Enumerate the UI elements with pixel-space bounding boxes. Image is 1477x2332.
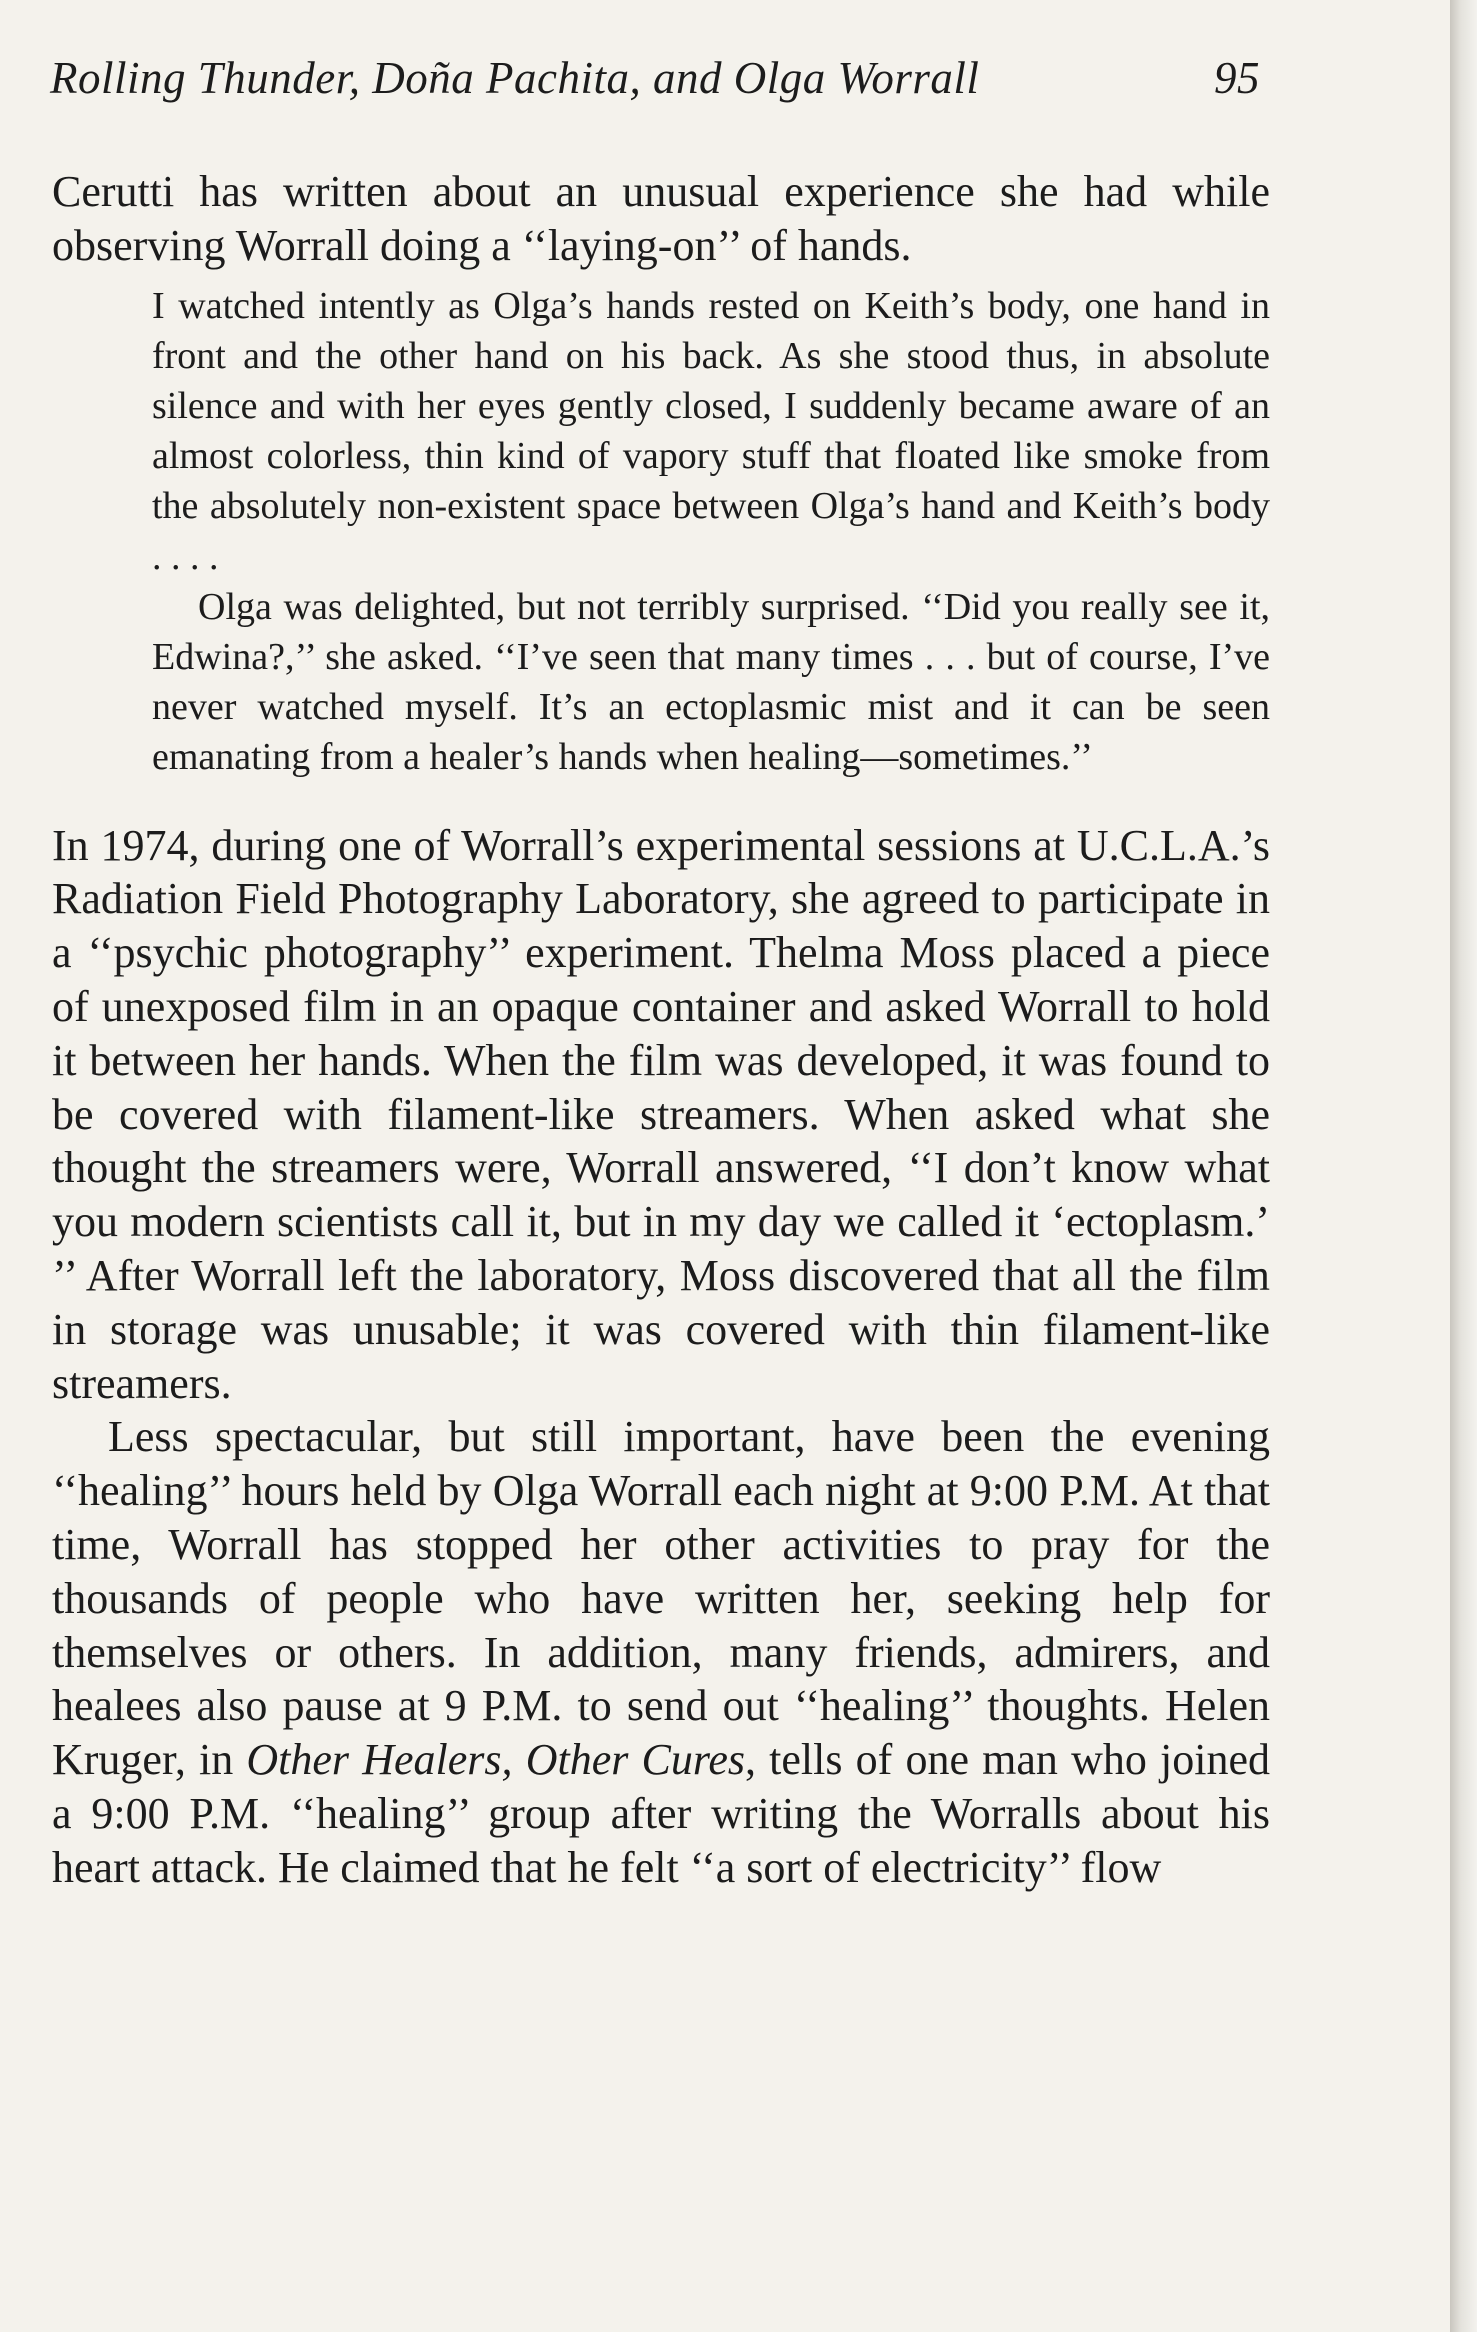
running-head	[50, 52, 1260, 104]
paragraph-intro: Cerutti has written about an unusual experience she had while observing Worrall doing a ‘‘laying-on’’ of hands.	[52, 167, 1270, 270]
book-title: Other Healers, Other Cures	[246, 1735, 745, 1785]
block-quote-paragraph-1: I watched intently as Olga’s hands rested on Keith’s body, one hand in front and the other hand on his back. As she stood thus, in absolute silence and with her eyes gently closed, I suddenly became aware of an almost colorless, thin kind of vapory stuff that floated like smoke from the absolutely non-existent space between Olga’s hand and Keith’s body . . . .	[152, 284, 1270, 578]
paragraph-text: Less spectacular, but still important, have been the evening ‘‘healing’’ hours held by Olga Worrall each night at 9:00 P.M. At that time, Worrall has stopped her other activities to pray for the thousands of people who have written her, seeking help for themselves or others. In addition, many friends, admirers, and healees also pause at 9 P.M. to send out ‘‘healing’’ thoughts. Helen Kruger, in	[52, 1412, 1270, 1785]
paragraph-ucla-experiment: In 1974, during one of Worrall’s experimental sessions at U.C.L.A.’s Radiation Field Photography Laboratory, she agreed to participate in a ‘‘psychic photography’’ experiment. Thelma Moss placed a piece of unexposed film in an opaque container and asked Worrall to hold it between her hands. When the film was developed, it was found to be covered with filament-like streamers. When asked what she thought the streamers were, Worrall answered, ‘‘I don’t know what you modern scientists call it, but in my day we called it ‘ectoplasm.’ ’’ After Worrall left the laboratory, Moss discovered that all the film in storage was unusable; it was covered with thin filament-like streamers.	[52, 820, 1270, 1408]
page-number: 95	[1214, 53, 1260, 103]
page-body	[52, 165, 1270, 1895]
spacer	[52, 783, 1270, 819]
running-head-title: Rolling Thunder, Doña Pachita, and Olga Worrall	[50, 53, 980, 103]
page-edge	[1450, 0, 1477, 2332]
paragraph-text: , tells of one man who joined a 9:00 P.M. ‘‘healing’’ group after writing the Worralls about his heart attack. He claimed that he felt ‘‘a sort of electricity’’ flow	[52, 1735, 1270, 1892]
block-quote-paragraph-2: Olga was delighted, but not terribly surprised. ‘‘Did you really see it, Edwina?,’’ she asked. ‘‘I’ve seen that many times . . . but of course, I’ve never watched myself. It’s an ectoplasmic mist and it can be seen emanating from a healer’s hands when healing—sometimes.’’	[152, 585, 1270, 779]
paragraph-healing-hours	[52, 1410, 1270, 1894]
